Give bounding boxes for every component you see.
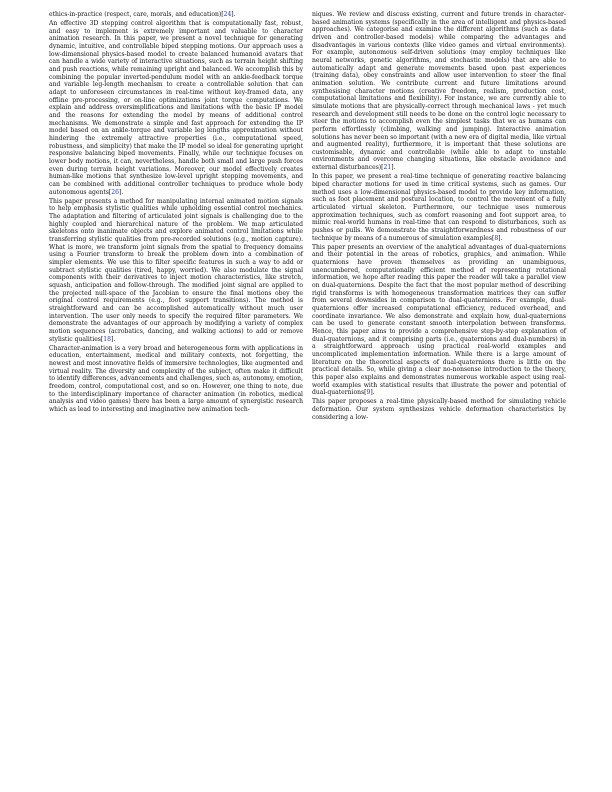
paragraph-tail: ].: [118, 188, 124, 196]
paragraph-text: niques. We review and discuss existing, current and future trends in character-based animation systems (specifically in the area of intelligent and physics-based approaches). We categorise and examine the different algorithms (such as data-driven and controller-based models) while comparing the advantages and disadvantages in various contexts (like video games and virtual environments). For example, autonomous self-driven solutions (may employ techniques like neural networks, genetic algorithms, and stochastic models) that are able to automatically adapt and generate movements based upon past experiences (training data), obey constraints and allow user intervention to steer the final animation solution. We contribute current and future limitations around synthesising character motions (creative freedom, realism, production cost, computational limitations and flexibility). For instance, we are currently able to simulate motions that are physically-correct through mechanical laws - yet much research and development still needs to be done on the control logic necessary to steer the motions to accomplish even the simplest tasks that we as humans can perform effortlessly (climbing, walking and jumping). Interactive animation solutions has never been so important (with a new era of digital media, like virtual and augmented reality), furthermore, it is important that these solutions are customisable, dynamic and controllable (while able to adapt to unstable environments and overcome changing situations, like obstacle avoidance and external disturbances)[: [312, 11, 566, 172]
paragraph-text: ethics-in-practice (respect, care, morals, and education)[: [49, 11, 224, 18]
paragraph: [49, 20, 303, 196]
paragraph-text: Character-animation is a very broad and heterogeneous form with applications in education, entertainment, medical and military contexts, not forgetting, the newest and most innovative fields of immersive technologies, like augmented and virtual reality. The diversity and complexity of the subject, often make it difficult to identify differences, advancements and challenges, such as, autonomy, emotion, freedom, control, computational cost, and so on. However, one thing to note, due to the interdisciplinary importance of character animation (in robotics, medical analysis and video games) there has been a large amount of synergistic research which as lead to interesting and imaginative new animation tech-: [49, 344, 303, 413]
paragraph-tail: ].: [231, 11, 236, 18]
paragraph-text: This paper presents an overview of the analytical advantages of dual-quaternions and their potential in the areas of robotics, graphics, and animation. While quaternions have proven themselves as providing an unambiguous, unencumbered, computationally efficient method of representing rotational information, we hope after reading this paper the reader will take a parallel view on dual-quaternions. Despite the fact that the most popular method of describing rigid transforms is with homogeneous transformation matrices they can suffer from several downsides in comparison to dual-quaternions. For example, dual-quaternions offer increased computational efficiency, reduced overhead, and coordinate invariance. We also demonstrate and explain how, dual-quaternions can be used to generate constant smooth interpolation between transforms. Hence, this paper aims to provide a comprehensive step-by-step explanation of dual-quaternions, and it comprising parts (i.e., quaternions and dual-numbers) in a straightforward approach using practical real-world examples and uncomplicated implementation information. While there is a large amount of literature on the theoretical aspects of dual-quaternions there is little on the practical details. So, while giving a clear no-nonsense introduction to the theory, this paper also explains and demonstrates numerous workable aspect using real-world examples with statistical results that illustrate the power and potential of dual-quaternions[: [312, 243, 566, 397]
paragraph-tail: ].: [370, 389, 375, 397]
paragraph: [312, 173, 566, 242]
paragraph-text: In this paper, we present a real-time technique of generating reactive balancing biped character motions for used in time critical systems, such as games. Our method uses a low-dimensional physics-based model to provide key information, such as foot placement and postural location, to control the movement of a fully articulated virtual skeleton. Furthermore, our technique uses numerous approximation techniques, such as comfort reasoning and foot support area, to mimic real-world humans in real-time that can respond to disturbances, such as pushes or pulls. We demonstrate the straightforwardness and robustness of our technique by means of a numerous of simulation examples[: [312, 173, 566, 242]
citation-link[interactable]: 21: [383, 164, 392, 172]
citation-link[interactable]: 8: [494, 234, 499, 242]
paragraph: [49, 198, 303, 343]
paragraph-tail: ].: [110, 335, 116, 343]
paragraph-text: An effective 3D stepping control algorithm that is computationally fast, robust, and easy to implement is extremely important and valuable to character animation research. In this paper, we present a novel technique for generating dynamic, intuitive, and controllable biped stepping motions. Our approach uses a low-dimensional physics-based model to create balanced humanoid avatars that can handle a wide variety of interactive situations, such as terrain height shifting and push reactions, while remaining upright and balanced. We accomplish this by combining the popular inverted-pendulum model with an ankle-feedback torque and variable leg-length mechanism to create a controllable solution that can adapt to unforeseen circumstances in real-time without key-framed data, any offline pre-processing, or on-line optimizations joint torque computations. We explain and address oversimplifications and limitations with the basic IP model and the reasons for extending the model by means of additional control mechanisms. We demonstrate a simple and fast approach for extending the IP model based on an ankle-torque and variable leg lengths approximation without hindering the extremely attractive properties (i.e., computational speed, robustness, and simplicity) that make the IP model so ideal for generating upright responsive balancing biped movements. Finally, while our technique focuses on lower body motions, it can, nevertheless, handle both small and large push forces even during terrain height variations. Moreover, our model effectively creates human-like motions that synthesize low-level upright stepping movements, and can be combined with additional controller techniques to produce whole body autonomous agents[: [49, 20, 303, 196]
left-column: [49, 11, 303, 415]
paragraph: [312, 11, 566, 172]
paragraph-text: This paper presents a method for manipulating internal animated motion signals to help emphasis stylistic qualities while upholding essential control mechanics. The adaptation and filtering of articulated joint signals is challenging due to the highly coupled and hierarchical nature of the problem. We map articulated skeletons onto inanimate objects and explore animated control limitations while transferring stylistic qualities from pre-recorded solutions (e.g., motion capture). What is more, we transform joint signals from the spatial to frequency domains using a Fourier transform to break the problem down into a combination of simpler elements. We use this to filter specific features in such a way to add or subtract stylistic qualities (tired, happy, worried). We also modulate the signal components with their derivatives to inject motion characteristics, like stretch, squash, anticipation and follow-through. The modified joint signal are applied to the projected null-space of the Jacobian to ensure the final motions obey the original control requirements (e.g., foot support transitions). The method is straightforward and can be accomplished automatically without much user intervention. The user only needs to specify the required filter parameters. We demonstrate the advantages of our approach by modifying a variety of complex motion sequences (acrobatics, dancing, and walking actions) to add or remove stylistic qualities[: [49, 197, 303, 343]
citation-link[interactable]: 24: [223, 11, 232, 18]
citation-link[interactable]: 18: [103, 335, 111, 343]
paragraph: [49, 345, 303, 414]
paragraph-tail: ].: [498, 234, 503, 242]
paragraph-tail: ].: [391, 164, 396, 172]
paragraph: [49, 11, 303, 19]
right-column: [312, 11, 566, 423]
paragraph: [312, 398, 566, 421]
citation-link[interactable]: 9: [366, 389, 371, 397]
citation-link[interactable]: 26: [111, 188, 119, 196]
paragraph: [312, 244, 566, 397]
paragraph-text: This paper proposes a real-time physically-based method for simulating vehicle deformation. Our system synthesizes vehicle deformation characteristics by considering a low-: [312, 398, 566, 421]
